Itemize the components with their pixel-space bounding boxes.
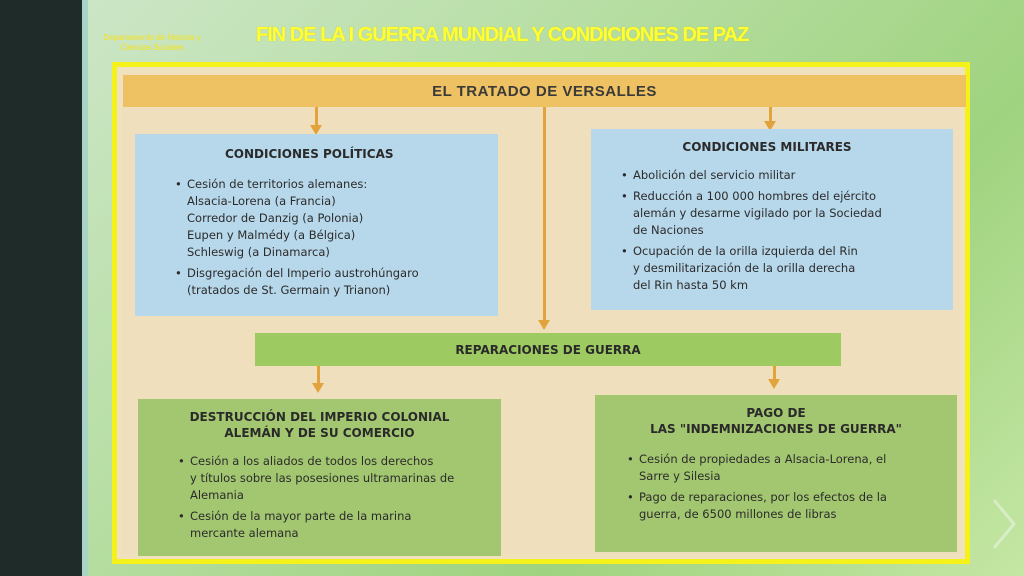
reparations-bar: REPARACIONES DE GUERRA <box>255 333 841 366</box>
diagram-header: EL TRATADO DE VERSALLES <box>123 75 966 107</box>
colonial-destruction-list <box>178 453 491 542</box>
bullet-line: • Cesión de la mayor parte de la marina <box>190 509 412 523</box>
bullet-line: alemán y desarme vigilado por la Sociedad <box>633 206 882 220</box>
chevron-decoration-icon <box>990 496 1018 552</box>
bullet-line: • Disgregación del Imperio austrohúngaro <box>187 266 419 280</box>
bullet-line: y desmilitarización de la orilla derecha <box>633 261 856 275</box>
bullet-line: (tratados de St. Germain y Trianon) <box>187 283 391 297</box>
bullet-line: mercante alemana <box>190 526 299 540</box>
bullet-line: Eupen y Malmédy (a Bélgica) <box>187 228 356 242</box>
war-indemnities-title-line1: PAGO DE <box>746 406 806 420</box>
bullet-item <box>175 176 488 261</box>
war-indemnities-box <box>595 395 957 552</box>
war-indemnities-title-line2: LAS "INDEMNIZACIONES DE GUERRA" <box>650 422 902 436</box>
treaty-diagram-frame <box>112 62 970 564</box>
bullet-item <box>621 243 943 294</box>
bullet-line: de Naciones <box>633 223 704 237</box>
war-indemnities-list <box>627 451 947 523</box>
bullet-line: guerra, de 6500 millones de libras <box>639 507 837 521</box>
political-conditions-list <box>175 176 488 299</box>
arrow-to-reparations <box>543 107 546 322</box>
arrow-to-political <box>315 107 318 127</box>
bullet-item <box>621 167 943 184</box>
bullet-item <box>621 188 943 239</box>
side-band <box>0 0 82 576</box>
military-conditions-box <box>591 129 953 310</box>
department-label: Departamento de Historia y Ciencias Sociales <box>103 33 201 52</box>
arrow-to-payment <box>773 366 776 381</box>
bullet-line: Schleswig (a Dinamarca) <box>187 245 330 259</box>
bullet-line: Alemania <box>190 488 244 502</box>
bullet-item <box>178 508 491 542</box>
bullet-line: • Ocupación de la orilla izquierda del Rin <box>633 244 858 258</box>
military-conditions-list <box>621 167 943 294</box>
colonial-destruction-title-line1: DESTRUCCIÓN DEL IMPERIO COLONIAL <box>189 410 450 424</box>
side-edge <box>82 0 88 576</box>
arrow-to-military <box>769 107 772 123</box>
arrow-to-colonial <box>317 366 320 385</box>
bullet-line: Alsacia-Lorena (a Francia) <box>187 194 336 208</box>
bullet-item <box>627 451 947 485</box>
bullet-line: Sarre y Silesia <box>639 469 721 483</box>
bullet-line: • Cesión de territorios alemanes: <box>187 177 368 191</box>
bullet-line: Corredor de Danzig (a Polonia) <box>187 211 364 225</box>
diagram-canvas <box>122 72 960 554</box>
political-conditions-box <box>135 134 498 316</box>
bullet-line: • Cesión de propiedades a Alsacia-Lorena, el <box>639 452 887 466</box>
bullet-line: • Pago de reparaciones, por los efectos de la <box>639 490 887 504</box>
slide-title: FIN DE LA I GUERRA MUNDIAL Y CONDICIONES DE PAZ <box>256 24 749 46</box>
bullet-line: • Reducción a 100 000 hombres del ejército <box>633 189 877 203</box>
bullet-line: • Abolición del servicio militar <box>633 168 796 182</box>
bullet-line: y títulos sobre las posesiones ultramarinas de <box>190 471 455 485</box>
bullet-item <box>627 489 947 523</box>
political-conditions-title: CONDICIONES POLÍTICAS <box>225 147 394 161</box>
bullet-item <box>178 453 491 504</box>
bullet-item <box>175 265 488 299</box>
bullet-line: del Rin hasta 50 km <box>633 278 749 292</box>
military-conditions-title: CONDICIONES MILITARES <box>682 140 852 154</box>
colonial-destruction-title-line2: ALEMÁN Y DE SU COMERCIO <box>224 426 415 440</box>
colonial-destruction-box <box>138 399 501 556</box>
bullet-line: • Cesión a los aliados de todos los derechos <box>190 454 434 468</box>
